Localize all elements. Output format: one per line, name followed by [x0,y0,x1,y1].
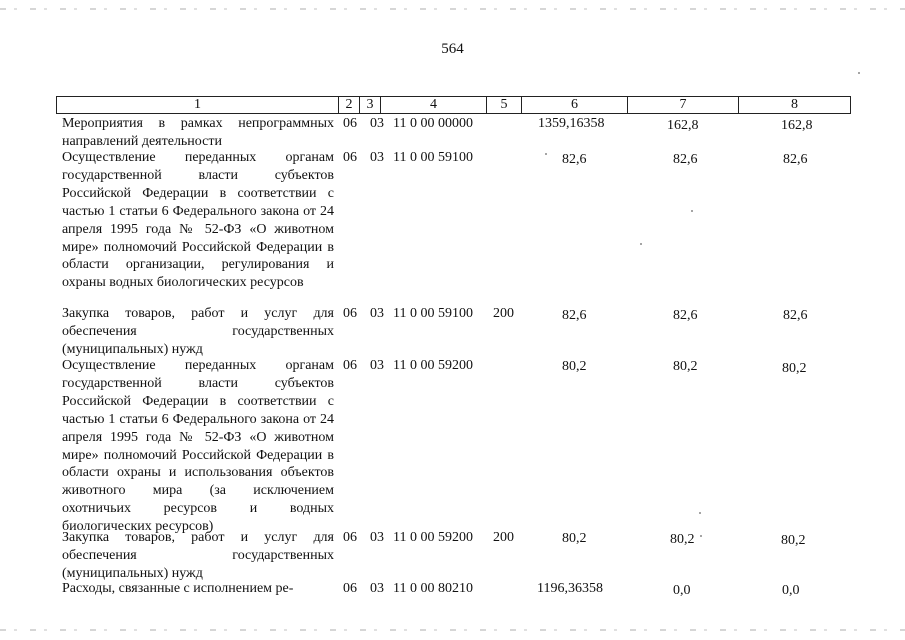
row-expense-type: 200 [493,530,514,545]
header-col-2: 2 [339,97,360,113]
row-description: Закупка товаров, работ и услуг для обеспечения государственных (муниципальных) нужд [62,530,334,581]
header-col-4: 4 [381,97,487,113]
row-value-8: 80,2 [781,533,806,548]
header-col-6: 6 [522,97,628,113]
row-section: 06 [343,530,357,545]
table-header [56,96,851,114]
scan-speck [858,72,860,74]
row-section: 06 [343,116,357,131]
row-value-7: 80,2 [673,359,698,374]
row-description: Осуществление переданных органам государственной власти субъектов Российской Федерации в соответствии с частью 1 статьи 6 Федерального закона от 24 апреля 1995 года № 52-ФЗ «О животном мире» полномочий Российской Федерации в области организации, регулирования и охраны водных биологических ресурсов [62,150,334,291]
header-col-1: 1 [57,97,339,113]
row-target-code: 11 0 00 80210 [393,581,473,596]
row-value-6: 1196,36358 [537,581,603,596]
row-subsection: 03 [370,306,384,321]
header-col-7: 7 [628,97,739,113]
row-subsection: 03 [370,116,384,131]
row-value-6: 1359,16358 [538,116,605,131]
row-target-code: 11 0 00 59200 [393,358,473,373]
scan-bottom-edge [0,629,905,631]
scan-speck [640,243,642,245]
row-value-6: 82,6 [562,152,587,167]
row-value-6: 80,2 [562,531,587,546]
row-value-6: 80,2 [562,359,587,374]
row-value-7: 0,0 [673,583,691,598]
scan-speck [700,535,702,537]
row-target-code: 11 0 00 59100 [393,150,473,165]
row-value-8: 82,6 [783,152,808,167]
row-section: 06 [343,150,357,165]
row-subsection: 03 [370,581,384,596]
row-value-7: 82,6 [673,152,698,167]
header-col-5: 5 [487,97,522,113]
row-section: 06 [343,306,357,321]
scan-speck [699,512,701,514]
row-target-code: 11 0 00 00000 [393,116,473,131]
row-description: Осуществление переданных органам государственной власти субъектов Российской Федерации в соответствии с частью 1 статьи 6 Федерального закона от 24 апреля 1995 года № 52-ФЗ «О животном мире» полномочий Российской Федерации в области охраны и использования объектов животного мира (за исключением охотничьих ресурсов и водных биологических ресурсов) [62,358,334,535]
row-target-code: 11 0 00 59200 [393,530,473,545]
row-subsection: 03 [370,358,384,373]
row-description: Расходы, связанные с исполнением ре- [62,581,294,596]
row-value-6: 82,6 [562,308,587,323]
header-col-3: 3 [360,97,381,113]
scan-top-edge [0,8,905,10]
row-value-8: 162,8 [781,118,813,133]
row-value-8: 82,6 [783,308,808,323]
row-value-8: 80,2 [782,361,807,376]
row-subsection: 03 [370,150,384,165]
page-number: 564 [441,41,464,57]
row-value-7: 82,6 [673,308,698,323]
row-value-7: 80,2 [670,532,695,547]
row-section: 06 [343,358,357,373]
row-expense-type: 200 [493,306,514,321]
row-section: 06 [343,581,357,596]
row-description: Мероприятия в рамках непрограммных направлений деятельности [62,116,334,149]
scan-speck [691,210,693,212]
row-subsection: 03 [370,530,384,545]
row-description: Закупка товаров, работ и услуг для обеспечения государственных (муниципальных) нужд [62,306,334,357]
scan-speck [545,153,547,155]
header-col-8: 8 [791,97,798,112]
row-value-8: 0,0 [782,583,800,598]
row-value-7: 162,8 [667,118,699,133]
row-target-code: 11 0 00 59100 [393,306,473,321]
